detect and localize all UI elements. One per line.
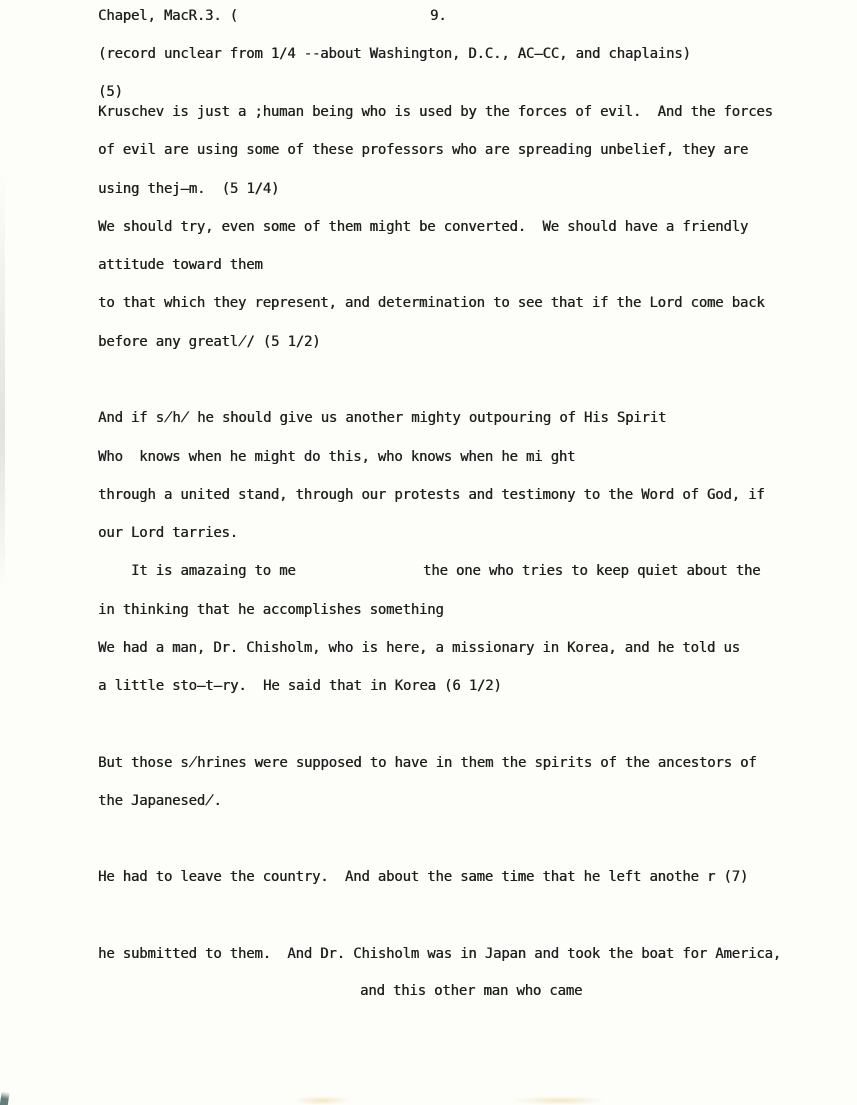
body-line: the Japanesed̸. [98,793,222,809]
body-line: But those s̸hrines were supposed to have in them the spirits of the ancestors of [98,755,757,771]
body-line: We should try, even some of them might be converted. We should have a friendly [98,219,749,235]
body-line: Who knows when he might do this, who knows when he mi ght [98,449,576,465]
body-line: (5) [98,84,123,100]
body-line: And if s̸h̸ he should give us another mighty outpouring of His Spirit [98,410,667,426]
scan-edge-artifact [0,170,5,590]
body-line: attitude toward them [98,257,263,273]
scan-smudge [512,1096,607,1105]
body-line: and this other man who came [360,983,583,999]
body-line: He had to leave the country. And about the same time that he left anothe r (7) [98,869,749,885]
scan-smudge [292,1096,352,1105]
body-line: Kruschev is just a ;human being who is used by the forces of evil. And the forces [98,104,773,120]
body-line: in thinking that he accomplishes something [98,602,444,618]
body-line: We had a man, Dr. Chisholm, who is here, a missionary in Korea, and he told us [98,640,740,656]
header-text: Chapel, MacR.3. ( [98,8,238,24]
body-line: of evil are using some of these professors who are spreading unbelief, they are [98,142,749,158]
body-line: using thej̶m. (5 1/4) [98,181,280,197]
page-number: 9. [430,8,447,24]
body-line: before any greatl̸/ (5 1/2) [98,334,321,350]
scan-corner-mark [0,1088,10,1105]
body-line: through a united stand, through our protests and testimony to the Word of God, if [98,487,765,503]
body-line: our Lord tarries. [98,525,238,541]
body-line: (record unclear from 1/4 --about Washington, D.C., AC̶CC, and chaplains) [98,46,691,62]
body-line: It is amazaing to me [131,563,296,579]
body-line: he submitted to them. And Dr. Chisholm was in Japan and took the boat for America, [98,946,781,962]
body-line: the one who tries to keep quiet about the [423,563,761,579]
body-line: to that which they represent, and determination to see that if the Lord come back [98,295,765,311]
body-line: a little sto̶t̶ry. He said that in Korea (6 1/2) [98,678,502,694]
